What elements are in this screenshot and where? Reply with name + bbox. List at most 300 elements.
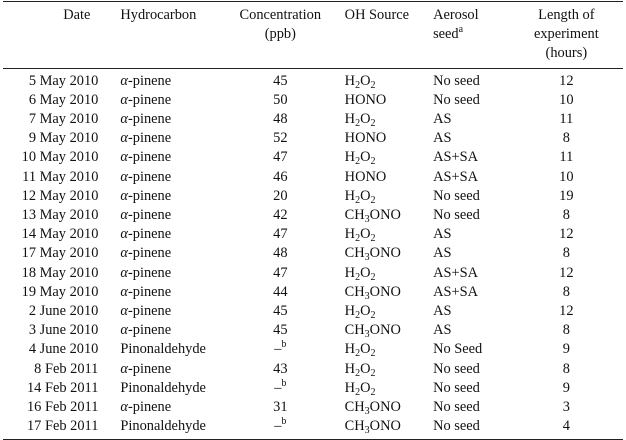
cell-oh-source — [337, 206, 429, 225]
cell-concentration — [224, 244, 337, 263]
oh-source-subscript: 3 — [365, 291, 370, 302]
date-text: 18 May 2010 — [22, 265, 99, 281]
length-hours-value: 12 — [559, 303, 573, 319]
cell-length — [510, 91, 623, 110]
cell-concentration — [224, 187, 337, 206]
header-aerosol-line2: seed — [433, 26, 459, 42]
oh-source-part: H — [345, 149, 355, 165]
cell-concentration — [224, 379, 337, 398]
concentration-value: 45 — [273, 303, 287, 319]
length-hours-value: 8 — [563, 207, 570, 223]
concentration-value: 50 — [273, 92, 287, 108]
hydrocarbon-greek-prefix: α — [120, 207, 128, 223]
cell-hydrocarbon — [112, 206, 224, 225]
oh-source-part: H — [345, 265, 355, 281]
aerosol-seed-text: No seed — [433, 418, 480, 434]
cell-length — [510, 360, 623, 379]
cell-concentration — [224, 283, 337, 302]
table-row — [3, 398, 623, 417]
experiment-table — [3, 1, 623, 440]
header-oh-source — [337, 2, 429, 69]
concentration-value: 47 — [273, 149, 287, 165]
hydrocarbon-name: -pinene — [128, 207, 171, 223]
date-text: 9 May 2010 — [29, 130, 99, 146]
hydrocarbon-name: -pinene — [128, 226, 171, 242]
cell-date — [3, 283, 112, 302]
cell-aerosol-seed — [429, 91, 510, 110]
length-hours-value: 12 — [559, 73, 573, 89]
oh-source-part: O — [360, 341, 370, 357]
table-row — [3, 340, 623, 359]
hydrocarbon-greek-prefix: α — [120, 149, 128, 165]
cell-concentration — [224, 168, 337, 187]
cell-length — [510, 379, 623, 398]
cell-date — [3, 69, 112, 91]
date-text: 17 May 2010 — [22, 245, 99, 261]
hydrocarbon-greek-prefix: α — [120, 245, 128, 261]
date-text: 13 May 2010 — [22, 207, 99, 223]
cell-oh-source — [337, 244, 429, 263]
date-text: 17 Feb 2011 — [27, 418, 98, 434]
table-body — [3, 69, 623, 440]
cell-date — [3, 340, 112, 359]
oh-source-part: CH — [345, 245, 365, 261]
concentration-value: 20 — [273, 188, 287, 204]
header-aerosol-seed — [429, 2, 510, 69]
aerosol-seed-text: No seed — [433, 92, 480, 108]
length-hours-value: 8 — [563, 361, 570, 377]
oh-source-part: ONO — [370, 418, 401, 434]
table-row — [3, 379, 623, 398]
aerosol-seed-text: No seed — [433, 399, 480, 415]
cell-oh-source — [337, 283, 429, 302]
cell-length — [510, 69, 623, 91]
hydrocarbon-name: Pinonaldehyde — [120, 341, 206, 357]
length-hours-value: 8 — [563, 130, 570, 146]
cell-date — [3, 244, 112, 263]
oh-source-subscript: 2 — [355, 310, 360, 321]
hydrocarbon-greek-prefix: α — [120, 188, 128, 204]
oh-source-part: CH — [345, 399, 365, 415]
hydrocarbon-name: -pinene — [128, 188, 171, 204]
cell-length — [510, 110, 623, 129]
cell-oh-source — [337, 379, 429, 398]
cell-length — [510, 302, 623, 321]
cell-concentration — [224, 417, 337, 440]
cell-hydrocarbon — [112, 302, 224, 321]
hydrocarbon-greek-prefix: α — [120, 303, 128, 319]
cell-oh-source — [337, 360, 429, 379]
cell-hydrocarbon — [112, 417, 224, 440]
table-row — [3, 302, 623, 321]
hydrocarbon-name: -pinene — [128, 245, 171, 261]
header-date — [3, 2, 112, 69]
oh-source-part: CH — [345, 284, 365, 300]
concentration-value: 45 — [273, 73, 287, 89]
cell-hydrocarbon — [112, 187, 224, 206]
concentration-value: – — [274, 341, 281, 357]
date-text: 10 May 2010 — [22, 149, 99, 165]
length-hours-value: 8 — [563, 245, 570, 261]
date-text: 16 Feb 2011 — [27, 399, 98, 415]
table-row — [3, 187, 623, 206]
cell-hydrocarbon — [112, 148, 224, 167]
cell-length — [510, 264, 623, 283]
concentration-value: 44 — [273, 284, 287, 300]
header-row — [3, 2, 623, 69]
table-row — [3, 148, 623, 167]
oh-source-part: O — [360, 303, 370, 319]
date-text: 7 May 2010 — [29, 111, 99, 127]
aerosol-seed-text: AS — [433, 245, 451, 261]
length-hours-value: 10 — [559, 92, 573, 108]
cell-concentration — [224, 110, 337, 129]
hydrocarbon-name: -pinene — [128, 399, 171, 415]
date-text: 19 May 2010 — [22, 284, 99, 300]
header-length — [510, 2, 623, 69]
cell-length — [510, 206, 623, 225]
oh-source-subscript: 2 — [355, 118, 360, 129]
cell-length — [510, 148, 623, 167]
oh-source-subscript: 2 — [370, 195, 375, 206]
concentration-footnote-mark: b — [281, 378, 286, 389]
cell-length — [510, 283, 623, 302]
oh-source-subscript: 3 — [365, 425, 370, 436]
oh-source-subscript: 2 — [370, 233, 375, 244]
cell-date — [3, 225, 112, 244]
concentration-value: – — [274, 418, 281, 434]
cell-date — [3, 398, 112, 417]
oh-source-subscript: 2 — [355, 195, 360, 206]
aerosol-seed-text: No seed — [433, 207, 480, 223]
length-hours-value: 3 — [563, 399, 570, 415]
cell-concentration — [224, 340, 337, 359]
cell-date — [3, 168, 112, 187]
date-text: 3 June 2010 — [29, 322, 99, 338]
cell-hydrocarbon — [112, 340, 224, 359]
oh-source-part: H — [345, 380, 355, 396]
concentration-value: 48 — [273, 111, 287, 127]
concentration-value: 46 — [273, 169, 287, 185]
cell-oh-source — [337, 340, 429, 359]
cell-concentration — [224, 302, 337, 321]
concentration-value: 42 — [273, 207, 287, 223]
concentration-value: 43 — [273, 361, 287, 377]
oh-source-subscript: 2 — [355, 156, 360, 167]
hydrocarbon-name: -pinene — [128, 284, 171, 300]
aerosol-seed-text: AS+SA — [433, 149, 478, 165]
cell-hydrocarbon — [112, 244, 224, 263]
date-text: 14 Feb 2011 — [27, 380, 98, 396]
oh-source-part: CH — [345, 418, 365, 434]
oh-source-part: H — [345, 111, 355, 127]
oh-source-part: HONO — [345, 169, 387, 185]
cell-concentration — [224, 129, 337, 148]
length-hours-value: 12 — [559, 226, 573, 242]
table-row — [3, 168, 623, 187]
hydrocarbon-name: -pinene — [128, 361, 171, 377]
oh-source-part: CH — [345, 322, 365, 338]
table-row — [3, 69, 623, 91]
cell-date — [3, 302, 112, 321]
date-text: 2 June 2010 — [29, 303, 99, 319]
cell-aerosol-seed — [429, 340, 510, 359]
cell-hydrocarbon — [112, 225, 224, 244]
cell-oh-source — [337, 110, 429, 129]
cell-date — [3, 91, 112, 110]
hydrocarbon-greek-prefix: α — [120, 226, 128, 242]
header-length-line1: Length of — [538, 7, 594, 23]
length-hours-value: 9 — [563, 341, 570, 357]
aerosol-seed-text: No seed — [433, 73, 480, 89]
hydrocarbon-name: Pinonaldehyde — [120, 380, 206, 396]
oh-source-part: ONO — [370, 207, 401, 223]
cell-aerosol-seed — [429, 110, 510, 129]
oh-source-subscript: 2 — [370, 368, 375, 379]
hydrocarbon-name: -pinene — [128, 265, 171, 281]
cell-date — [3, 264, 112, 283]
date-text: 11 May 2010 — [22, 169, 98, 185]
cell-length — [510, 321, 623, 340]
concentration-value: 47 — [273, 265, 287, 281]
hydrocarbon-greek-prefix: α — [120, 399, 128, 415]
cell-hydrocarbon — [112, 321, 224, 340]
cell-date — [3, 187, 112, 206]
cell-date — [3, 206, 112, 225]
date-text: 14 May 2010 — [22, 226, 99, 242]
table-row — [3, 360, 623, 379]
concentration-footnote-mark: b — [281, 416, 286, 427]
cell-aerosol-seed — [429, 398, 510, 417]
cell-oh-source — [337, 417, 429, 440]
cell-oh-source — [337, 129, 429, 148]
hydrocarbon-greek-prefix: α — [120, 130, 128, 146]
hydrocarbon-greek-prefix: α — [120, 111, 128, 127]
cell-length — [510, 225, 623, 244]
hydrocarbon-greek-prefix: α — [120, 73, 128, 89]
oh-source-part: O — [360, 361, 370, 377]
cell-length — [510, 187, 623, 206]
hydrocarbon-name: -pinene — [128, 303, 171, 319]
oh-source-part: O — [360, 380, 370, 396]
cell-hydrocarbon — [112, 283, 224, 302]
cell-oh-source — [337, 187, 429, 206]
length-hours-value: 11 — [559, 149, 573, 165]
aerosol-seed-text: No seed — [433, 188, 480, 204]
oh-source-part: H — [345, 303, 355, 319]
cell-concentration — [224, 321, 337, 340]
cell-aerosol-seed — [429, 148, 510, 167]
hydrocarbon-name: -pinene — [128, 130, 171, 146]
oh-source-subscript: 3 — [365, 329, 370, 340]
date-text: 12 May 2010 — [22, 188, 99, 204]
cell-concentration — [224, 225, 337, 244]
cell-hydrocarbon — [112, 69, 224, 91]
table-row — [3, 283, 623, 302]
length-hours-value: 4 — [563, 418, 570, 434]
oh-source-part: H — [345, 73, 355, 89]
table-row — [3, 244, 623, 263]
aerosol-seed-text: AS — [433, 322, 451, 338]
length-hours-value: 11 — [559, 111, 573, 127]
cell-aerosol-seed — [429, 129, 510, 148]
oh-source-part: HONO — [345, 130, 387, 146]
cell-concentration — [224, 264, 337, 283]
cell-date — [3, 129, 112, 148]
oh-source-part: H — [345, 226, 355, 242]
hydrocarbon-name: -pinene — [128, 92, 171, 108]
concentration-value: 31 — [273, 399, 287, 415]
table-row — [3, 264, 623, 283]
cell-aerosol-seed — [429, 321, 510, 340]
cell-hydrocarbon — [112, 129, 224, 148]
aerosol-seed-text: AS — [433, 111, 451, 127]
hydrocarbon-name: -pinene — [128, 111, 171, 127]
date-text: 4 June 2010 — [29, 341, 99, 357]
cell-aerosol-seed — [429, 360, 510, 379]
oh-source-subscript: 2 — [370, 80, 375, 91]
table-row — [3, 417, 623, 440]
oh-source-part: H — [345, 188, 355, 204]
oh-source-subscript: 2 — [355, 348, 360, 359]
header-aerosol-line1: Aerosol — [433, 7, 479, 23]
cell-length — [510, 168, 623, 187]
cell-oh-source — [337, 69, 429, 91]
cell-aerosol-seed — [429, 302, 510, 321]
cell-oh-source — [337, 225, 429, 244]
oh-source-subscript: 3 — [365, 406, 370, 417]
header-concentration — [224, 2, 337, 69]
hydrocarbon-greek-prefix: α — [120, 92, 128, 108]
cell-oh-source — [337, 264, 429, 283]
oh-source-part: CH — [345, 207, 365, 223]
cell-date — [3, 321, 112, 340]
oh-source-subscript: 2 — [355, 80, 360, 91]
hydrocarbon-greek-prefix: α — [120, 322, 128, 338]
oh-source-part: O — [360, 73, 370, 89]
concentration-value: 45 — [273, 322, 287, 338]
oh-source-subscript: 2 — [370, 387, 375, 398]
table-row — [3, 91, 623, 110]
cell-aerosol-seed — [429, 168, 510, 187]
header-hydrocarbon-label: Hydrocarbon — [120, 7, 196, 23]
cell-hydrocarbon — [112, 91, 224, 110]
cell-oh-source — [337, 398, 429, 417]
cell-hydrocarbon — [112, 110, 224, 129]
oh-source-part: ONO — [370, 245, 401, 261]
cell-oh-source — [337, 168, 429, 187]
cell-hydrocarbon — [112, 264, 224, 283]
cell-length — [510, 398, 623, 417]
length-hours-value: 19 — [559, 188, 573, 204]
table-row — [3, 321, 623, 340]
oh-source-part: O — [360, 188, 370, 204]
cell-date — [3, 379, 112, 398]
hydrocarbon-greek-prefix: α — [120, 284, 128, 300]
cell-hydrocarbon — [112, 168, 224, 187]
oh-source-subscript: 2 — [355, 387, 360, 398]
length-hours-value: 9 — [563, 380, 570, 396]
cell-concentration — [224, 398, 337, 417]
cell-concentration — [224, 360, 337, 379]
cell-oh-source — [337, 302, 429, 321]
cell-aerosol-seed — [429, 187, 510, 206]
hydrocarbon-name: -pinene — [128, 169, 171, 185]
aerosol-seed-text: AS+SA — [433, 169, 478, 185]
cell-oh-source — [337, 91, 429, 110]
concentration-value: – — [274, 380, 281, 396]
cell-oh-source — [337, 321, 429, 340]
hydrocarbon-greek-prefix: α — [120, 361, 128, 377]
oh-source-part: HONO — [345, 92, 387, 108]
cell-hydrocarbon — [112, 379, 224, 398]
oh-source-part: ONO — [370, 284, 401, 300]
cell-length — [510, 244, 623, 263]
oh-source-subscript: 2 — [370, 272, 375, 283]
aerosol-seed-text: AS — [433, 130, 451, 146]
oh-source-part: O — [360, 226, 370, 242]
cell-aerosol-seed — [429, 417, 510, 440]
aerosol-seed-text: No seed — [433, 361, 480, 377]
oh-source-subscript: 2 — [355, 233, 360, 244]
concentration-value: 52 — [273, 130, 287, 146]
header-hydrocarbon — [112, 2, 224, 69]
oh-source-subscript: 2 — [355, 368, 360, 379]
aerosol-seed-text: AS+SA — [433, 265, 478, 281]
hydrocarbon-name: -pinene — [128, 149, 171, 165]
cell-date — [3, 110, 112, 129]
cell-aerosol-seed — [429, 206, 510, 225]
date-text: 8 Feb 2011 — [34, 361, 98, 377]
cell-oh-source — [337, 148, 429, 167]
length-hours-value: 10 — [559, 169, 573, 185]
cell-length — [510, 129, 623, 148]
hydrocarbon-name: Pinonaldehyde — [120, 418, 206, 434]
oh-source-subscript: 2 — [370, 156, 375, 167]
oh-source-part: O — [360, 111, 370, 127]
header-oh-source-label: OH Source — [345, 7, 409, 23]
concentration-value: 48 — [273, 245, 287, 261]
cell-aerosol-seed — [429, 225, 510, 244]
aerosol-seed-text: No Seed — [433, 341, 482, 357]
oh-source-part: ONO — [370, 322, 401, 338]
date-text: 6 May 2010 — [29, 92, 99, 108]
aerosol-seed-text: No seed — [433, 380, 480, 396]
oh-source-part: H — [345, 361, 355, 377]
table-row — [3, 110, 623, 129]
cell-hydrocarbon — [112, 398, 224, 417]
length-hours-value: 8 — [563, 284, 570, 300]
length-hours-value: 8 — [563, 322, 570, 338]
cell-date — [3, 417, 112, 440]
aerosol-seed-text: AS — [433, 226, 451, 242]
table-row — [3, 206, 623, 225]
header-aerosol-footnote-mark: a — [459, 24, 463, 35]
hydrocarbon-name: -pinene — [128, 73, 171, 89]
aerosol-seed-text: AS — [433, 303, 451, 319]
cell-concentration — [224, 91, 337, 110]
oh-source-subscript: 2 — [370, 348, 375, 359]
hydrocarbon-greek-prefix: α — [120, 169, 128, 185]
table-row — [3, 225, 623, 244]
cell-date — [3, 148, 112, 167]
header-concentration-line2: (ppb) — [265, 26, 296, 42]
header-concentration-line1: Concentration — [240, 7, 322, 23]
cell-aerosol-seed — [429, 69, 510, 91]
oh-source-part: ONO — [370, 399, 401, 415]
cell-length — [510, 340, 623, 359]
oh-source-part: H — [345, 341, 355, 357]
